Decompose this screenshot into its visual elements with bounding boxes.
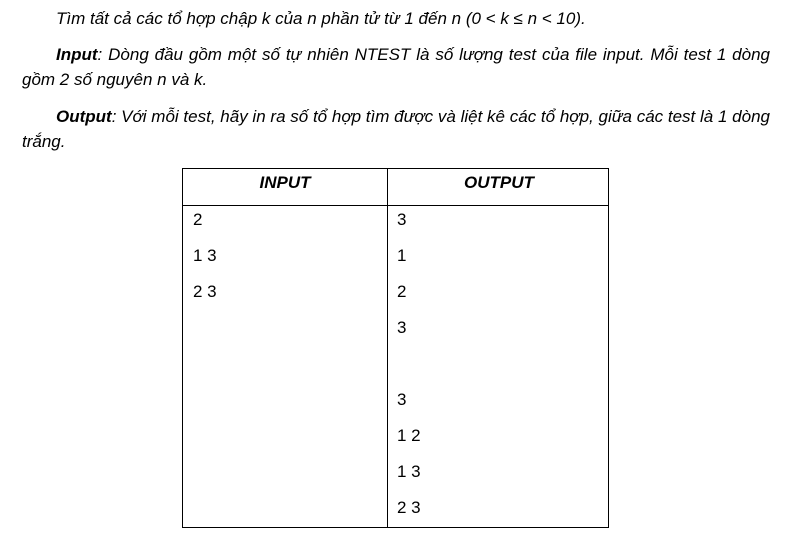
output-header: OUTPUT [464, 173, 534, 192]
output-description [22, 104, 770, 154]
input-text: : Dòng đầu gồm một số tự nhiên NTEST là số lượng test của file input. Mỗi test 1 dòng gồm 2 số nguyên n và k. [22, 45, 770, 89]
output-line: 1 2 [397, 426, 421, 445]
output-line: 3 [397, 210, 407, 229]
input-header: INPUT [259, 173, 311, 192]
output-cell [397, 205, 421, 529]
column-divider [387, 169, 388, 527]
header-divider [183, 205, 608, 206]
output-line: 2 3 [397, 498, 421, 517]
io-example-table [182, 168, 609, 528]
output-blank-line [397, 349, 421, 385]
input-line: 2 3 [193, 282, 217, 301]
output-text: : Với mỗi test, hãy in ra số tổ hợp tìm được và liệt kê các tổ hợp, giữa các test là 1 dòng trắng. [22, 107, 770, 151]
input-cell [193, 205, 217, 313]
output-line: 3 [397, 318, 407, 337]
task-description: Tìm tất cả các tổ hợp chập k của n phần tử từ 1 đến n (0 < k ≤ n < 10). [56, 9, 586, 28]
output-label: Output [56, 107, 112, 126]
output-line: 3 [397, 390, 407, 409]
output-line: 1 3 [397, 462, 421, 481]
input-description [22, 42, 770, 92]
input-line: 1 3 [193, 246, 217, 265]
input-line: 2 [193, 210, 203, 229]
input-label: Input [56, 45, 98, 64]
output-line: 1 [397, 246, 407, 265]
output-line: 2 [397, 282, 407, 301]
